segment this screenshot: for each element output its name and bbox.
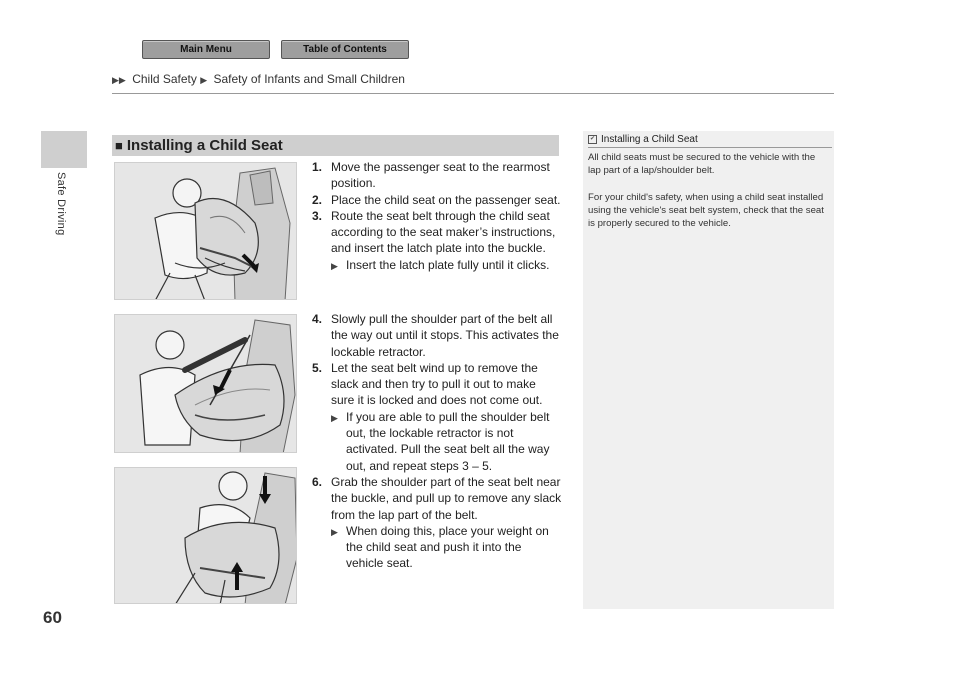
step-4 xyxy=(312,311,562,360)
substep-text: Insert the latch plate fully until it clicks. xyxy=(346,257,550,272)
breadcrumb-separator-icon: ▶ xyxy=(200,75,208,85)
note-book-icon: ✔ xyxy=(589,136,596,142)
substep-arrow-icon: ▶ xyxy=(331,412,338,423)
step-2 xyxy=(312,192,562,208)
step-number: 2. xyxy=(312,192,323,207)
breadcrumb-arrow-icon: ▶▶ xyxy=(112,75,126,85)
step-text: Slowly pull the shoulder part of the belt all the way out until it stops. This activates the lockable retractor. xyxy=(331,312,559,359)
step-5-substep xyxy=(312,409,562,474)
section-marker-icon: ■ xyxy=(115,138,123,153)
step-6-substep xyxy=(312,523,562,572)
header-divider xyxy=(112,93,834,94)
chapter-tab xyxy=(41,131,87,168)
section-title: Installing a Child Seat xyxy=(126,137,283,154)
note-paragraph: For your child's safety, when using a child seat installed using the vehicle's seat belt system, check that the seat is properly secured to the vehicle. xyxy=(588,192,824,229)
illustration-place-child-seat xyxy=(114,162,297,300)
breadcrumb xyxy=(112,72,405,86)
step-1 xyxy=(312,159,562,192)
step-text: Let the seat belt wind up to remove the slack and then try to pull it out to make sure it is locked and does not come out. xyxy=(331,360,543,408)
step-number: 1. xyxy=(312,160,323,174)
step-3 xyxy=(312,208,562,257)
step-text: Grab the shoulder part of the seat belt near the buckle, and pull up to remove any slack from the lap part of the belt. xyxy=(331,475,562,522)
section-heading xyxy=(112,135,559,156)
note-title-text: Installing a Child Seat xyxy=(601,134,698,145)
steps-group-1 xyxy=(312,159,562,274)
step-text: Move the passenger seat to the rearmost position. xyxy=(331,160,550,191)
substep-arrow-icon: ▶ xyxy=(331,526,338,537)
step-number: 6. xyxy=(312,475,323,489)
step-5 xyxy=(312,360,562,409)
step-number: 3. xyxy=(312,208,323,223)
breadcrumb-safety-of-infants[interactable]: Safety of Infants and Small Children xyxy=(213,72,405,86)
illustration-pull-shoulder-belt xyxy=(114,314,297,453)
step-number: 4. xyxy=(312,312,323,326)
page-number: 60 xyxy=(43,608,62,627)
substep-arrow-icon: ▶ xyxy=(331,260,338,271)
step-text: Place the child seat on the passenger seat. xyxy=(331,192,561,207)
step-3-substep xyxy=(312,257,562,274)
illustration-remove-lap-slack xyxy=(114,467,297,604)
step-text: Route the seat belt through the child seat according to the seat maker’s instructions, and insert the latch plate into the buckle. xyxy=(331,208,556,256)
sidebar-note xyxy=(583,131,834,609)
step-6 xyxy=(312,474,562,523)
chapter-label: Safe Driving xyxy=(55,172,67,236)
note-divider xyxy=(588,147,832,148)
steps-group-2 xyxy=(312,311,562,474)
note-title xyxy=(588,134,698,145)
breadcrumb-child-safety[interactable]: Child Safety xyxy=(132,72,197,86)
substep-text: When doing this, place your weight on the child seat and push it into the vehicle seat. xyxy=(346,523,549,571)
note-paragraph: All child seats must be secured to the vehicle with the lap part of a lap/shoulder belt. xyxy=(588,152,816,176)
substep-text: If you are able to pull the shoulder belt out, the lockable retractor is not activated. Pull the seat belt all the way out, and repeat steps 3 – 5. xyxy=(346,409,550,473)
main-menu-button[interactable]: Main Menu xyxy=(142,40,270,59)
table-of-contents-button[interactable]: Table of Contents xyxy=(281,40,409,59)
steps-group-3 xyxy=(312,474,562,572)
step-number: 5. xyxy=(312,360,323,375)
